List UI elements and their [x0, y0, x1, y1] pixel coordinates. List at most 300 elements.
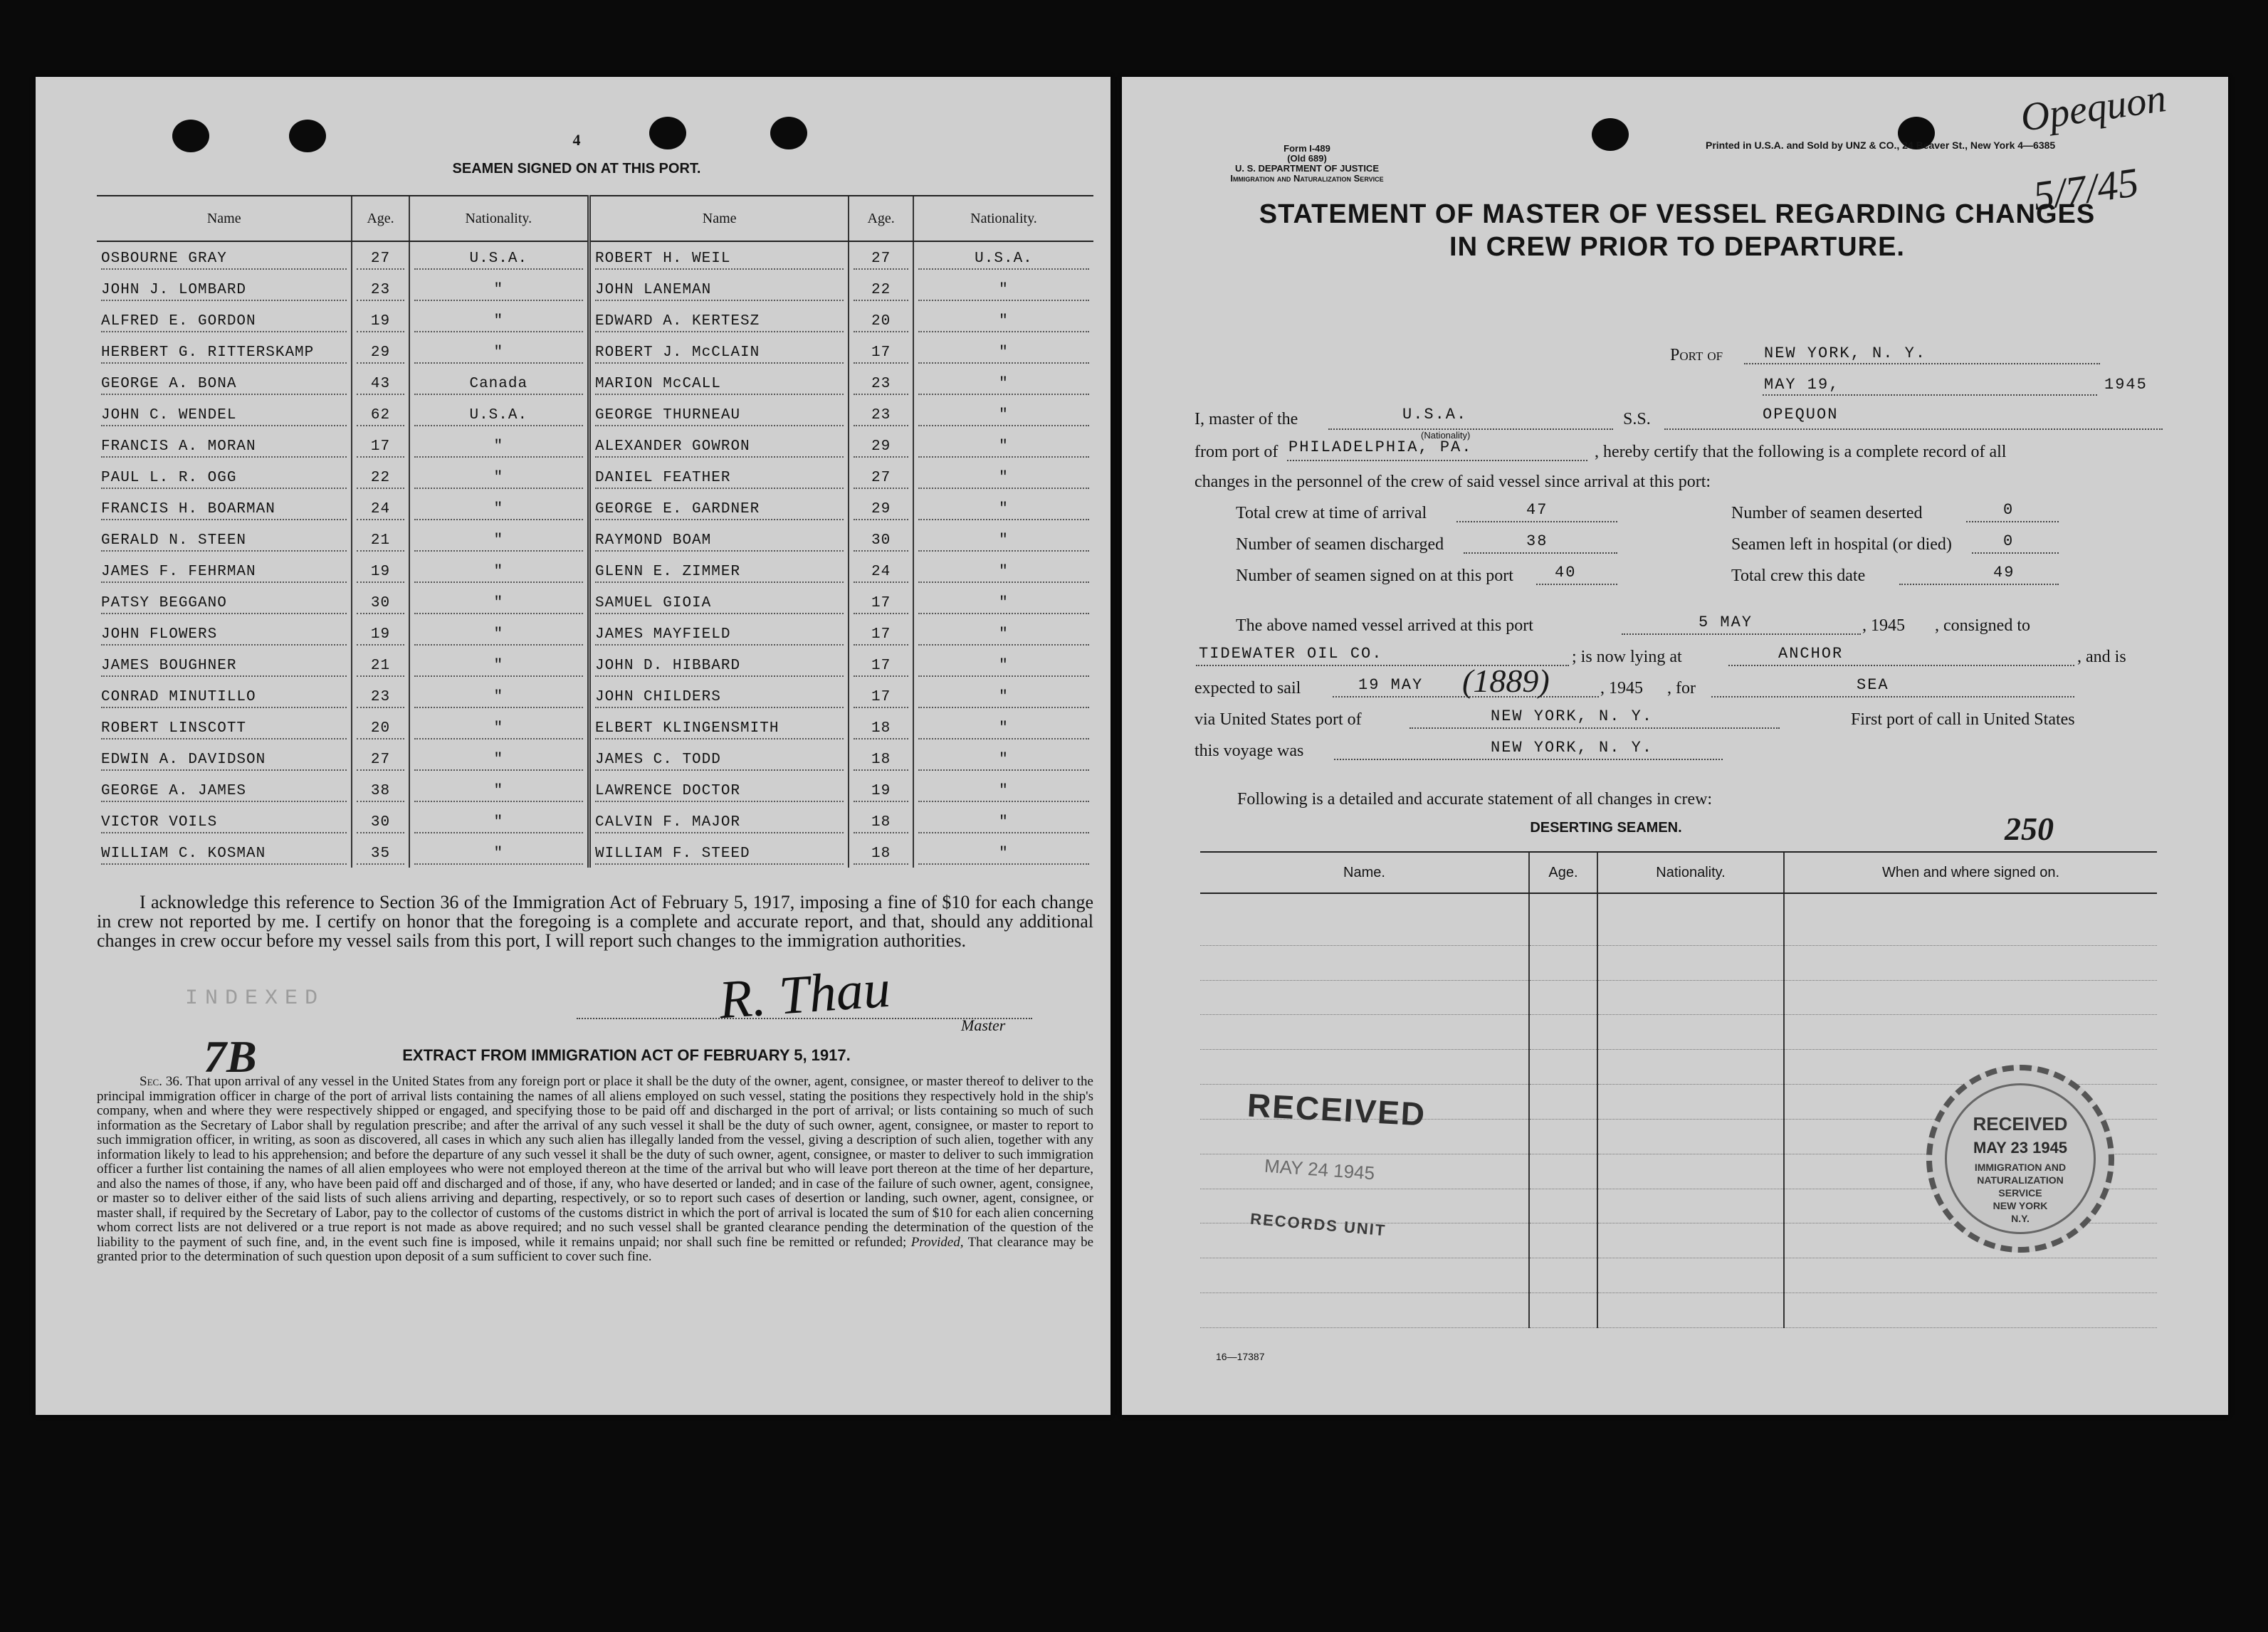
cell-nationality [913, 367, 1093, 398]
date-line [1763, 394, 2097, 396]
cell-name [97, 742, 352, 774]
cell-text: " [414, 470, 584, 489]
expected-label: expected to sail [1195, 679, 1301, 697]
cell-text: " [414, 752, 584, 771]
department-name: U. S. DEPARTMENT OF JUSTICE [1235, 163, 1379, 174]
arrived-label: The above named vessel arrived at this port [1236, 616, 1533, 635]
cell-text: U.S.A. [918, 251, 1089, 270]
cell-text: " [414, 564, 584, 583]
empty-cell [1784, 1015, 2157, 1050]
cell-age [849, 429, 913, 460]
empty-row [1200, 1293, 2157, 1328]
cell-age [352, 429, 409, 460]
cell-text: " [918, 626, 1089, 646]
table-row [97, 774, 1093, 805]
cell-text: DANIEL FEATHER [595, 470, 844, 489]
cell-name [97, 836, 352, 868]
cell-name [97, 523, 352, 554]
cell-text: 30 [357, 814, 404, 833]
cell-text: " [918, 376, 1089, 395]
cell-age [352, 304, 409, 335]
extract-section-label: Sec. 36. [140, 1074, 183, 1089]
cell-text: 17 [854, 344, 908, 364]
cell-name [589, 711, 849, 742]
cell-text: " [918, 595, 1089, 614]
empty-row [1200, 1015, 2157, 1050]
cell-text: 30 [854, 532, 908, 552]
stamp-inner-ring [1945, 1083, 2096, 1234]
cell-name [589, 304, 849, 335]
cell-age [352, 586, 409, 617]
cell-text: 23 [854, 376, 908, 395]
cell-text: 23 [357, 282, 404, 301]
table-row [97, 273, 1093, 304]
cell-name [97, 617, 352, 648]
round-stamp-line: IMMIGRATION AND [1974, 1162, 2067, 1173]
cell-nationality [409, 429, 589, 460]
cell-text: 24 [357, 501, 404, 520]
cell-nationality [913, 836, 1093, 868]
cell-text: GEORGE THURNEAU [595, 407, 844, 426]
cell-age [849, 680, 913, 711]
printer-credit: Printed in U.S.A. and Sold by UNZ & CO., 24 Beaver St., New York 4—6385 [1706, 139, 2056, 151]
port-label: Port of [1670, 346, 1723, 364]
cell-text: " [414, 282, 584, 301]
cell-nationality [409, 273, 589, 304]
cell-age [352, 241, 409, 273]
empty-cell [1597, 1119, 1784, 1154]
empty-cell [1597, 1293, 1784, 1328]
cell-name [97, 398, 352, 429]
via-value: NEW YORK, N. Y. [1491, 707, 1654, 725]
cell-text: 17 [854, 658, 908, 677]
cell-age [352, 398, 409, 429]
empty-cell [1200, 1189, 1529, 1223]
cell-nationality [913, 398, 1093, 429]
cell-text: JAMES BOUGHNER [101, 658, 347, 677]
cell-text: 21 [357, 532, 404, 552]
cell-text: 27 [357, 251, 404, 270]
table-row [97, 460, 1093, 492]
cell-name [589, 617, 849, 648]
cell-text: ALFRED E. GORDON [101, 313, 347, 332]
cell-text: 17 [357, 438, 404, 458]
this-voyage-label: this voyage was [1195, 742, 1304, 760]
total-date-value: 49 [1993, 564, 2015, 581]
cell-name [97, 304, 352, 335]
cell-nationality [913, 429, 1093, 460]
cell-text: 22 [357, 470, 404, 489]
cell-name [97, 554, 352, 586]
cell-text: JOHN CHILDERS [595, 689, 844, 708]
empty-cell [1597, 893, 1784, 945]
cell-text: " [414, 595, 584, 614]
hospital-line [1972, 552, 2059, 554]
cell-age [849, 554, 913, 586]
cell-text: EDWARD A. KERTESZ [595, 313, 844, 332]
round-received-stamp [1926, 1065, 2114, 1253]
cell-text: 30 [357, 595, 404, 614]
cell-text: OSBOURNE GRAY [101, 251, 347, 270]
total-arrival-label: Total crew at time of arrival [1236, 504, 1427, 522]
cell-age [352, 492, 409, 523]
cell-text: 29 [357, 344, 404, 364]
total-date-line [1899, 584, 2059, 585]
empty-cell [1784, 1258, 2157, 1293]
cell-name [97, 241, 352, 273]
cell-text: " [918, 658, 1089, 677]
cell-nationality [409, 680, 589, 711]
signed-on-value: 40 [1555, 564, 1577, 581]
cell-age [849, 774, 913, 805]
cell-text: PAUL L. R. OGG [101, 470, 347, 489]
cell-text: " [414, 438, 584, 458]
cell-text: CALVIN F. MAJOR [595, 814, 844, 833]
table-row [97, 554, 1093, 586]
cell-text: CONRAD MINUTILLO [101, 689, 347, 708]
empty-row [1200, 945, 2157, 980]
cell-text: 62 [357, 407, 404, 426]
records-unit-stamp: RECORDS UNIT [1249, 1209, 1387, 1240]
table-row [97, 805, 1093, 836]
cell-text: " [414, 626, 584, 646]
cell-text: ROBERT H. WEIL [595, 251, 844, 270]
and-is-text: , and is [2077, 648, 2126, 666]
punch-hole [289, 120, 326, 152]
cell-text: " [918, 407, 1089, 426]
cell-text: RAYMOND BOAM [595, 532, 844, 552]
cell-text: 18 [854, 720, 908, 739]
cell-text: " [918, 752, 1089, 771]
empty-cell [1529, 1293, 1597, 1328]
round-stamp-received: RECEIVED [1973, 1113, 2068, 1134]
form-title-line1: STATEMENT OF MASTER OF VESSEL REGARDING CHANGES [1259, 199, 2096, 229]
cell-name [589, 586, 849, 617]
hospital-value: 0 [2003, 532, 2015, 550]
cell-nationality [913, 617, 1093, 648]
cell-age [352, 711, 409, 742]
cell-text: " [414, 501, 584, 520]
cell-text: GEORGE E. GARDNER [595, 501, 844, 520]
cell-text: " [918, 783, 1089, 802]
cell-text: 27 [854, 470, 908, 489]
punch-hole [770, 117, 807, 149]
ss-label: S.S. [1623, 410, 1651, 428]
cell-nationality [409, 241, 589, 273]
cell-age [849, 586, 913, 617]
table-row [97, 711, 1093, 742]
nationality-caption: (Nationality) [1421, 430, 1471, 441]
cell-age [849, 460, 913, 492]
cell-text: 23 [357, 689, 404, 708]
table-row [97, 398, 1093, 429]
vessel-line [1664, 428, 2163, 430]
empty-cell [1200, 1293, 1529, 1328]
round-stamp-line: NATURALIZATION [1977, 1174, 2064, 1186]
cell-age [849, 241, 913, 273]
cell-text: 38 [357, 783, 404, 802]
cell-nationality [913, 586, 1093, 617]
port-value: NEW YORK, N. Y. [1764, 344, 1927, 362]
form-title [1186, 198, 2168, 263]
cell-age [849, 711, 913, 742]
handwritten-vessel-name: Opequon [2017, 76, 2169, 140]
sail-year: , 1945 [1600, 679, 1643, 697]
empty-cell [1784, 980, 2157, 1015]
table-row [97, 492, 1093, 523]
cell-text: 17 [854, 626, 908, 646]
consigned-label: , consigned to [1935, 616, 2030, 635]
cell-text: 29 [854, 438, 908, 458]
cell-age [352, 742, 409, 774]
cell-name [97, 648, 352, 680]
round-stamp-line: N.Y. [2011, 1213, 2030, 1224]
cell-text: 17 [854, 689, 908, 708]
cell-age [352, 805, 409, 836]
table-row [97, 648, 1093, 680]
table-row [97, 304, 1093, 335]
cell-text: FRANCIS A. MORAN [101, 438, 347, 458]
table-row [97, 586, 1093, 617]
arrived-line [1622, 633, 1861, 635]
column-header-name: Name. [1200, 852, 1529, 893]
cell-text: " [918, 470, 1089, 489]
cell-nationality [913, 460, 1093, 492]
discharged-value: 38 [1526, 532, 1548, 550]
cell-text: " [918, 501, 1089, 520]
column-header-age: Age. [849, 196, 913, 241]
round-stamp-line: SERVICE [1998, 1187, 2042, 1199]
cell-text: U.S.A. [414, 407, 584, 426]
empty-cell [1597, 980, 1784, 1015]
column-header-nationality: Nationality. [409, 196, 589, 241]
total-arrival-value: 47 [1526, 501, 1548, 519]
table-row [97, 241, 1093, 273]
cell-nationality [913, 523, 1093, 554]
empty-cell [1529, 1015, 1597, 1050]
cell-name [589, 460, 849, 492]
cell-age [849, 836, 913, 868]
cell-nationality [913, 335, 1093, 367]
cell-text: 21 [357, 658, 404, 677]
cell-text: 35 [357, 846, 404, 865]
cell-nationality [409, 460, 589, 492]
consignee-value: TIDEWATER OIL CO. [1199, 645, 1383, 663]
cell-text: " [918, 438, 1089, 458]
cell-text: PATSY BEGGANO [101, 595, 347, 614]
deserting-title: DESERTING SEAMEN. [1530, 820, 1682, 836]
empty-cell [1529, 1050, 1597, 1085]
cell-age [849, 805, 913, 836]
cell-nationality [409, 774, 589, 805]
first-port-label: First port of call in United States [1851, 710, 2075, 729]
form-header [1200, 144, 1414, 184]
cell-text: JOHN C. WENDEL [101, 407, 347, 426]
cell-text: 19 [854, 783, 908, 802]
empty-cell [1529, 893, 1597, 945]
empty-cell [1200, 1050, 1529, 1085]
cell-nationality [913, 554, 1093, 586]
cell-nationality [913, 805, 1093, 836]
cell-text: JAMES F. FEHRMAN [101, 564, 347, 583]
column-header-age: Age. [352, 196, 409, 241]
cell-name [97, 680, 352, 711]
cell-text: " [918, 313, 1089, 332]
punch-hole [172, 120, 209, 152]
following-text: Following is a detailed and accurate statement of all changes in crew: [1237, 790, 1713, 809]
cell-text: " [918, 814, 1089, 833]
cell-text: JAMES C. TODD [595, 752, 844, 771]
cell-text: SAMUEL GIOIA [595, 595, 844, 614]
extract-body: That upon arrival of any vessel in the United States from any foreign port or place it shall be the duty of the owner, agent, consignee, or master thereof to deliver to the principal immigration officer in charge of the port of arrival lists containing the names of all aliens employed on such vessel, stating the positions they respectively hold in the ship's company, when and where they were respectively shipped or engaged, and specifying those to be paid off and discharged in the port of arrival; or lists containing so much of such information as the Secretary of Labor shall by regulation prescribe; and after the arrival of any such vessel it shall be the duty of such owner, agent, consignee, or master to report to such immigration officer, in writing, as soon as discovered, all cases in which any such alien has illegally landed from the vessel, giving a description of such alien, together with any information likely to lead to his apprehension; and before the departure of any such vessel it shall be the duty of such owner, agent, consignee, or master to deliver to such immigration officer a further list containing the names of all alien employees who were not employed thereon at the time of the arrival but who will leave port thereon at the time of her departure, and also the names of those, if any, who have been paid off and discharged and of those, if any, who have deserted or landed; and in case of the failure of such owner, agent, consignee, or master so to deliver either of the said lists of such aliens arriving and departing, respectively, or so to report such cases of desertion or landing, such owner, agent, consignee, or master shall, if required by the Secretary of Labor, pay to the collector of customs of the customs district in which the port of arrival is located the sum of $10 for each alien concerning whom correct lists are not delivered or a true report is not made as above required; and no such vessel shall be granted clearance pending the determination of the question of the liability to the payment of such fine, and, in the event such fine is imposed, while it remains unpaid; nor shall such fine be remitted or refunded; [97, 1074, 1093, 1250]
cell-nationality [409, 711, 589, 742]
cell-age [352, 617, 409, 648]
empty-cell [1529, 1258, 1597, 1293]
column-header-signed-on: When and where signed on. [1784, 852, 2157, 893]
certify-text-2: changes in the personnel of the crew of said vessel since arrival at this port: [1195, 473, 1711, 491]
cell-age [849, 367, 913, 398]
cell-nationality [409, 648, 589, 680]
cell-age [352, 523, 409, 554]
cell-text: 23 [854, 407, 908, 426]
extract-provided: Provided, [910, 1234, 964, 1250]
empty-cell [1529, 1085, 1597, 1120]
cell-text: JOHN LANEMAN [595, 282, 844, 301]
empty-cell [1597, 1154, 1784, 1189]
empty-cell [1529, 1223, 1597, 1258]
empty-cell [1597, 1189, 1784, 1223]
cell-nationality [913, 304, 1093, 335]
empty-cell [1597, 1223, 1784, 1258]
form-number: Form I-489 [1283, 143, 1330, 154]
table-row [97, 617, 1093, 648]
cell-name [97, 335, 352, 367]
empty-cell [1597, 1085, 1784, 1120]
cell-name [97, 492, 352, 523]
empty-cell [1597, 945, 1784, 980]
empty-cell [1200, 980, 1529, 1015]
cell-text: " [414, 344, 584, 364]
cell-name [589, 335, 849, 367]
cell-text: 24 [854, 564, 908, 583]
extract-text [97, 1075, 1093, 1265]
cell-text: " [918, 846, 1089, 865]
cell-nationality [409, 398, 589, 429]
cell-text: GERALD N. STEEN [101, 532, 347, 552]
extract-title: EXTRACT FROM IMMIGRATION ACT OF FEBRUARY 5, 1917. [402, 1046, 851, 1064]
cell-nationality [913, 648, 1093, 680]
cell-nationality [409, 554, 589, 586]
empty-cell [1784, 945, 2157, 980]
cell-name [589, 554, 849, 586]
cell-nationality [409, 335, 589, 367]
cell-name [589, 273, 849, 304]
empty-cell [1529, 945, 1597, 980]
port-line [1744, 363, 2100, 364]
empty-cell [1597, 1050, 1784, 1085]
cell-text: VICTOR VOILS [101, 814, 347, 833]
cell-text: " [918, 720, 1089, 739]
handwritten-reference: (1889) [1462, 663, 1550, 699]
cell-nationality [913, 774, 1093, 805]
certify-text: , hereby certify that the following is a complete record of all [1595, 443, 2007, 461]
empty-cell [1529, 1119, 1597, 1154]
cell-nationality [409, 617, 589, 648]
cell-text: U.S.A. [414, 251, 584, 270]
empty-cell [1529, 1154, 1597, 1189]
cell-text: " [918, 689, 1089, 708]
cell-text: " [918, 564, 1089, 583]
cell-age [849, 742, 913, 774]
vessel-name: OPEQUON [1763, 406, 1839, 423]
via-line [1409, 727, 1780, 729]
cell-text: 27 [357, 752, 404, 771]
cell-age [352, 680, 409, 711]
total-arrival-line [1456, 521, 1617, 522]
page-number: 4 [572, 131, 581, 149]
initials-mark: 7B [204, 1031, 257, 1082]
from-port-line [1287, 460, 1587, 461]
form-title-line2: IN CREW PRIOR TO DEPARTURE. [1449, 232, 1905, 262]
master-signature: R. Thau [717, 958, 893, 1031]
cell-age [352, 460, 409, 492]
table-row [97, 429, 1093, 460]
cell-text: HERBERT G. RITTERSKAMP [101, 344, 347, 364]
cell-text: WILLIAM C. KOSMAN [101, 846, 347, 865]
destination-line [1711, 696, 2074, 697]
cell-text: WILLIAM F. STEED [595, 846, 844, 865]
empty-cell [1784, 893, 2157, 945]
cell-text: 19 [357, 564, 404, 583]
table-row [97, 836, 1093, 868]
cell-text: MARION McCALL [595, 376, 844, 395]
cell-text: EDWIN A. DAVIDSON [101, 752, 347, 771]
cell-name [97, 460, 352, 492]
cell-nationality [409, 805, 589, 836]
cell-age [849, 492, 913, 523]
cell-text: 18 [854, 814, 908, 833]
destination-value: SEA [1857, 676, 1889, 694]
cell-text: ELBERT KLINGENSMITH [595, 720, 844, 739]
cell-text: " [414, 814, 584, 833]
cell-nationality [409, 367, 589, 398]
empty-row [1200, 1258, 2157, 1293]
column-header-name: Name [97, 196, 352, 241]
round-stamp-line: NEW YORK [1993, 1200, 2048, 1211]
cell-age [352, 335, 409, 367]
empty-cell [1200, 945, 1529, 980]
round-stamp-date: MAY 23 1945 [1973, 1139, 2068, 1157]
punch-hole [649, 117, 686, 149]
cell-name [589, 429, 849, 460]
cell-age [849, 523, 913, 554]
cell-text: 27 [854, 251, 908, 270]
cell-text: Canada [414, 376, 584, 395]
table-row [97, 680, 1093, 711]
sail-value: 19 MAY [1358, 676, 1424, 694]
handwritten-number: 250 [2005, 811, 2054, 847]
cell-age [352, 554, 409, 586]
table-row [97, 335, 1093, 367]
deserted-line [1966, 521, 2059, 522]
cell-name [97, 273, 352, 304]
cell-name [589, 774, 849, 805]
cell-text: " [918, 282, 1089, 301]
cell-text: 19 [357, 626, 404, 646]
cell-name [589, 523, 849, 554]
master-label: Master [961, 1016, 1006, 1034]
arrived-year: , 1945 [1862, 616, 1905, 635]
